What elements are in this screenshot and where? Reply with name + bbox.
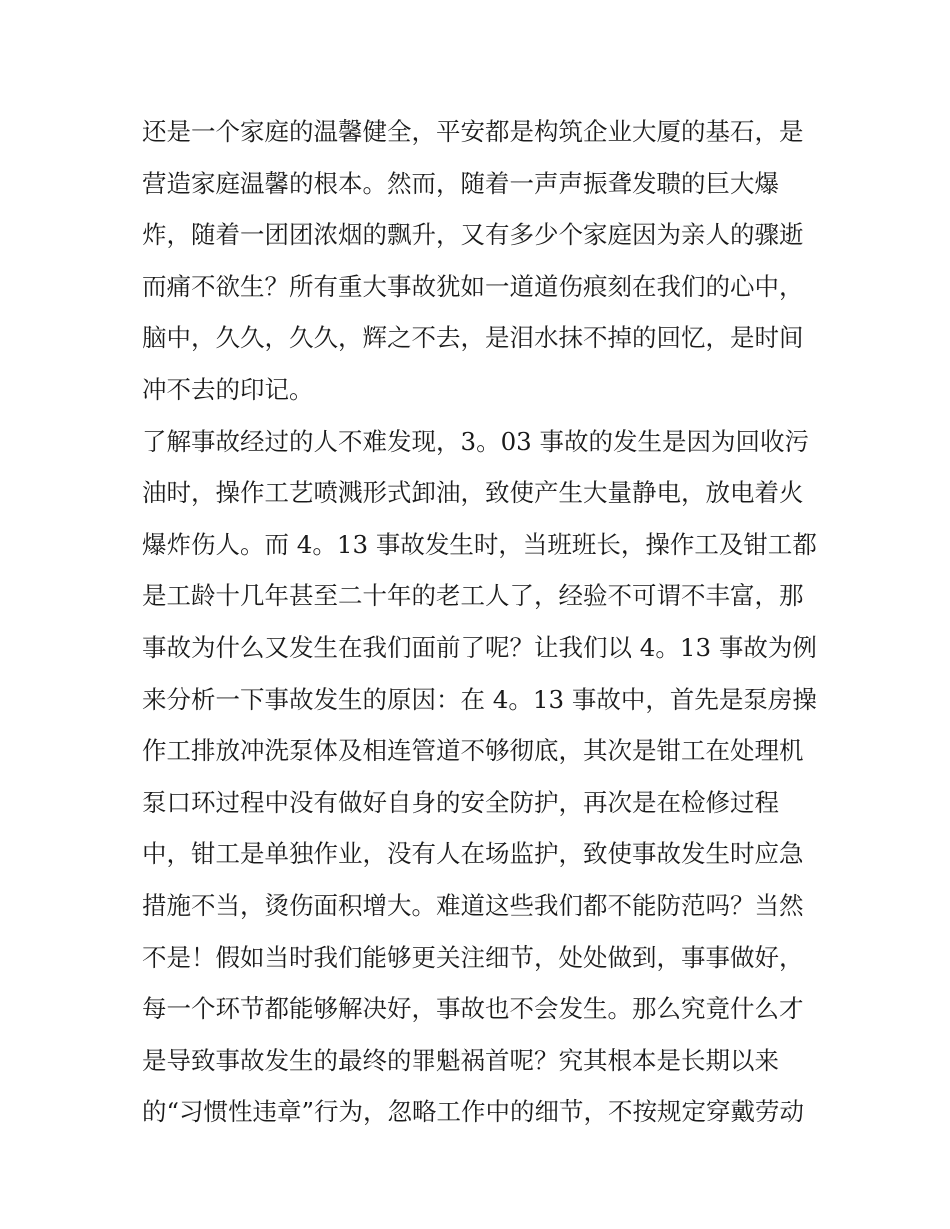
text-line: 泵口环过程中没有做好自身的安全防护，再次是在检修过程 [142,787,779,817]
text-line: 爆炸伤人。而 4。13 事故发生时，当班班长，操作工及钳工都 [142,529,817,559]
text-line: 中，钳工是单独作业，没有人在场监护，致使事故发生时应急 [142,839,804,869]
text-line: 每一个环节都能够解决好，事故也不会发生。那么究竟什么才 [142,994,804,1024]
text-line: 来分析一下事故发生的原因：在 4。13 事故中，首先是泵房操 [142,684,817,714]
text-line: 是导致事故发生的最终的罪魁祸首呢？究其根本是长期以来 [142,1045,779,1075]
text-line: 的“习惯性违章”行为，忽略工作中的细节，不按规定穿戴劳动 [142,1097,805,1127]
text-line: 而痛不欲生？所有重大事故犹如一道道伤痕刻在我们的心中， [142,271,804,301]
text-line: 油时，操作工艺喷溅形式卸油，致使产生大量静电，放电着火 [142,478,804,508]
body-text [142,106,822,1138]
text-line: 还是一个家庭的温馨健全，平安都是构筑企业大厦的基石，是 [142,117,804,146]
text-line: 冲不去的印记。 [142,374,314,404]
text-line: 营造家庭温馨的根本。然而，随着一声声振聋发聩的巨大爆 [142,168,779,198]
text-line: 脑中，久久，久久，辉之不去，是泪水抹不掉的回忆，是时间 [142,323,804,353]
text-line: 措施不当，烫伤面积增大。难道这些我们都不能防范吗？当然 [142,890,804,920]
text-line: 了解事故经过的人不难发现，3。03 事故的发生是因为回收污 [142,426,810,456]
text-line: 不是！假如当时我们能够更关注细节，处处做到，事事做好， [142,942,804,972]
text-line: 是工龄十几年甚至二十年的老工人了，经验不可谓不丰富，那 [142,581,804,611]
text-line: 事故为什么又发生在我们面前了呢？让我们以 4。13 事故为例 [142,632,817,662]
text-line: 作工排放冲洗泵体及相连管道不够彻底，其次是钳工在处理机 [142,736,804,766]
text-line: 炸，随着一团团浓烟的飘升，又有多少个家庭因为亲人的骤逝 [142,220,804,250]
